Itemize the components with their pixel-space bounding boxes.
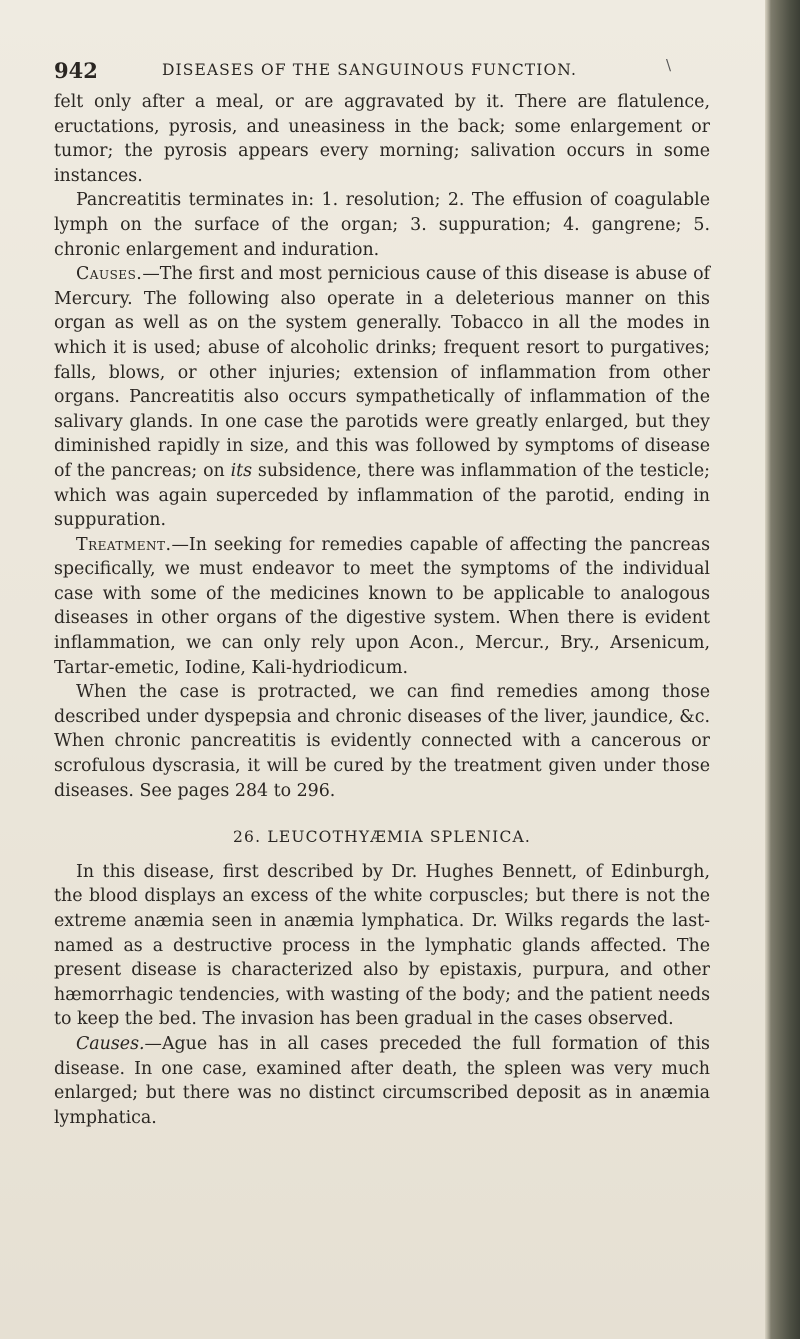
- paragraph-causes-ague: [54, 1032, 710, 1130]
- page-header: [54, 58, 714, 86]
- treatment-text: —In seeking for remedies capable of affecting the pancreas specifically, we must endeavor to meet the symptoms of the individual case with some of the medicines known to be applicable to analogous diseases in other organs of the digestive system. When there is evident inflammation, we can only rely upon Acon., Mercur., Bry., Arsenicum, Tartar-emetic, Iodine, Kali-hydriodicum.: [54, 534, 710, 678]
- causes-ague-heading: Causes.: [76, 1033, 145, 1054]
- paragraph-treatment: [54, 533, 710, 681]
- paragraph-terminations: Pancreatitis terminates in: 1. resolution; 2. The effusion of coagulable lymph on the surface of the organ; 3. suppuration; 4. gangrene; 5. chronic enlargement and induration.: [54, 190, 710, 260]
- causes-text-a: —The first and most pernicious cause of this disease is abuse of Mercury. The following also operate in a deleterious manner on this organ as well as on the system generally. Tobacco in all the modes in which it is used; abuse of alcoholic drinks; frequent resort to purgatives; falls, blows, or other injuries; extension of inflammation from other organs. Pancreatitis also occurs sympathetically of inflammation of the salivary glands. In one case the parotids were greatly enlarged, but they diminished rapidly in size, and this was followed by symptoms of disease of the pancreas; on: [54, 264, 710, 481]
- paragraph-leucothyaemia: In this disease, first described by Dr. Hughes Bennett, of Edinburgh, the blood displays an excess of the white corpuscles; but there is not the extreme anæmia seen in anæmia lymphatica. Dr. Wilks regards the last-named as a destructive process in the lymphatic glands affected. The present disease is characterized also by epistaxis, purpura, and other hæmorrhagic tendencies, with wasting of the body; and the patient needs to keep the bed. The invasion has been gradual in the cases observed.: [54, 861, 710, 1030]
- running-head: DISEASES OF THE SANGUINOUS FUNCTION.: [162, 61, 577, 79]
- paragraph-symptoms-cont: felt only after a meal, or are aggravated by it. There are flatulence, eructations, pyrosis, and uneasiness in the back; some enlargement or tumor; the pyrosis appears every morning; salivation occurs in some instances.: [54, 92, 710, 186]
- causes-heading: Causes.: [76, 264, 143, 285]
- causes-ague-text: —Ague has in all cases preceded the full formation of this disease. In one case, examined after death, the spleen was very much enlarged; but there was no distinct circumscribed deposit as in anæmia lymphatica.: [54, 1033, 710, 1128]
- paragraph-causes: [54, 262, 710, 533]
- section-title: 26. LEUCOTHYÆMIA SPLENICA.: [232, 828, 532, 847]
- book-binding-edge: [765, 0, 800, 1339]
- margin-mark: \: [666, 56, 672, 74]
- causes-text-emphasis: its: [230, 460, 253, 481]
- paragraph-protracted: When the case is protracted, we can find remedies among those described under dyspepsia and chronic diseases of the liver, jaundice, &c. When chronic pancreatitis is evidently connected with a cancerous or scrofulous dyscrasia, it will be cured by the treatment given under those diseases. See pages 284 to 296.: [54, 682, 710, 801]
- page-number: 942: [54, 58, 98, 83]
- causes-text-b: subsidence, there was inflammation of the testicle; which was again superceded by inflammation of the parotid, ending in suppuration.: [54, 460, 710, 531]
- treatment-heading: Treatment.: [76, 534, 172, 555]
- page-body: [54, 90, 710, 1130]
